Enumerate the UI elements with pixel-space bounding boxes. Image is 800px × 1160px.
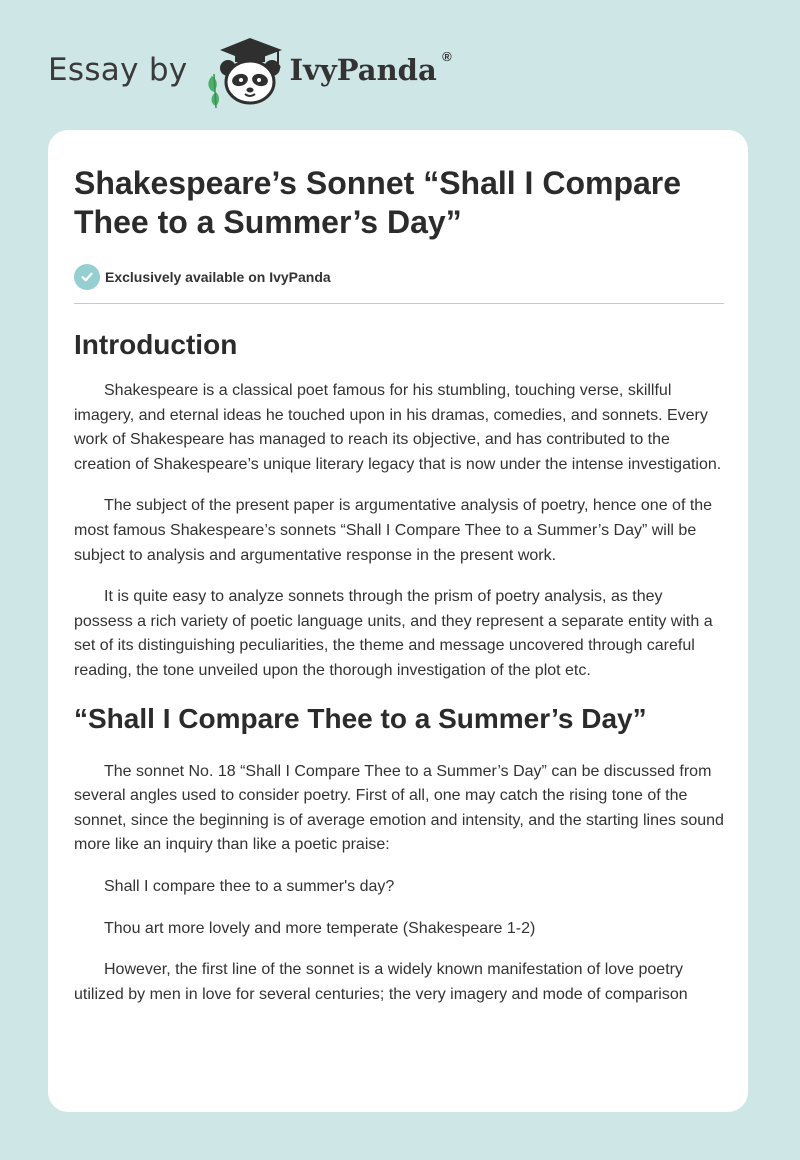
paragraph: However, the first line of the sonnet is a widely known manifestation of love poetry utilized by men in love for several centuries; the very imagery and mode of comparison: [74, 961, 688, 1003]
paragraph: Shakespeare is a classical poet famous for his stumbling, touching verse, skillful imagery, and eternal ideas he touched upon in his dramas, comedies, and sonnets. Every work of Shakespeare has managed to reach its objective, and has contributed to the creation of Shakespeare’s unique literary legacy that is now under the intense investigation.: [74, 382, 722, 473]
page-title: Shakespeare’s Sonnet “Shall I Compare Thee to a Summer’s Day”: [74, 165, 682, 240]
exclusive-badge: [74, 264, 724, 290]
divider: [74, 303, 724, 304]
site-header: [48, 30, 452, 110]
quote-line: Thou art more lovely and more temperate (Shakespeare 1-2): [104, 919, 536, 937]
essay-card: [48, 130, 748, 1112]
registered-mark: ®: [442, 49, 452, 64]
check-icon: [74, 264, 100, 290]
quote-line: Shall I compare thee to a summer's day?: [104, 877, 395, 895]
essay-by-label: Essay by: [48, 52, 188, 88]
exclusive-badge-text: Exclusively available on IvyPanda: [105, 269, 331, 285]
paragraph: The subject of the present paper is argumentative analysis of poetry, hence one of the most famous Shakespeare’s sonnets “Shall I Compare Thee to a Summer’s Day” will be subject to analysis and argumentative response in the present work.: [74, 497, 713, 564]
paragraph: The sonnet No. 18 “Shall I Compare Thee to a Summer’s Day” can be discussed from several angles used to consider poetry. First of all, one may catch the rising tone of the sonnet, since the beginning is of average emotion and intensity, and the starting lines sound more like an inquiry than like a poetic praise:: [74, 762, 724, 854]
brand-name: IvyPanda ®: [289, 49, 452, 87]
paragraph: It is quite easy to analyze sonnets through the prism of poetry analysis, as they possess a rich variety of poetic language units, and they represent a separate entity with a set of its distinguishing peculiarities, the theme and message uncovered through careful reading, the tone unveiled upon the thorough investigation of the plot etc.: [74, 588, 713, 679]
section-heading-introduction: Introduction: [74, 329, 238, 360]
panda-logo-icon: [198, 30, 294, 110]
section-heading-sonnet: “Shall I Compare Thee to a Summer’s Day”: [74, 702, 647, 734]
